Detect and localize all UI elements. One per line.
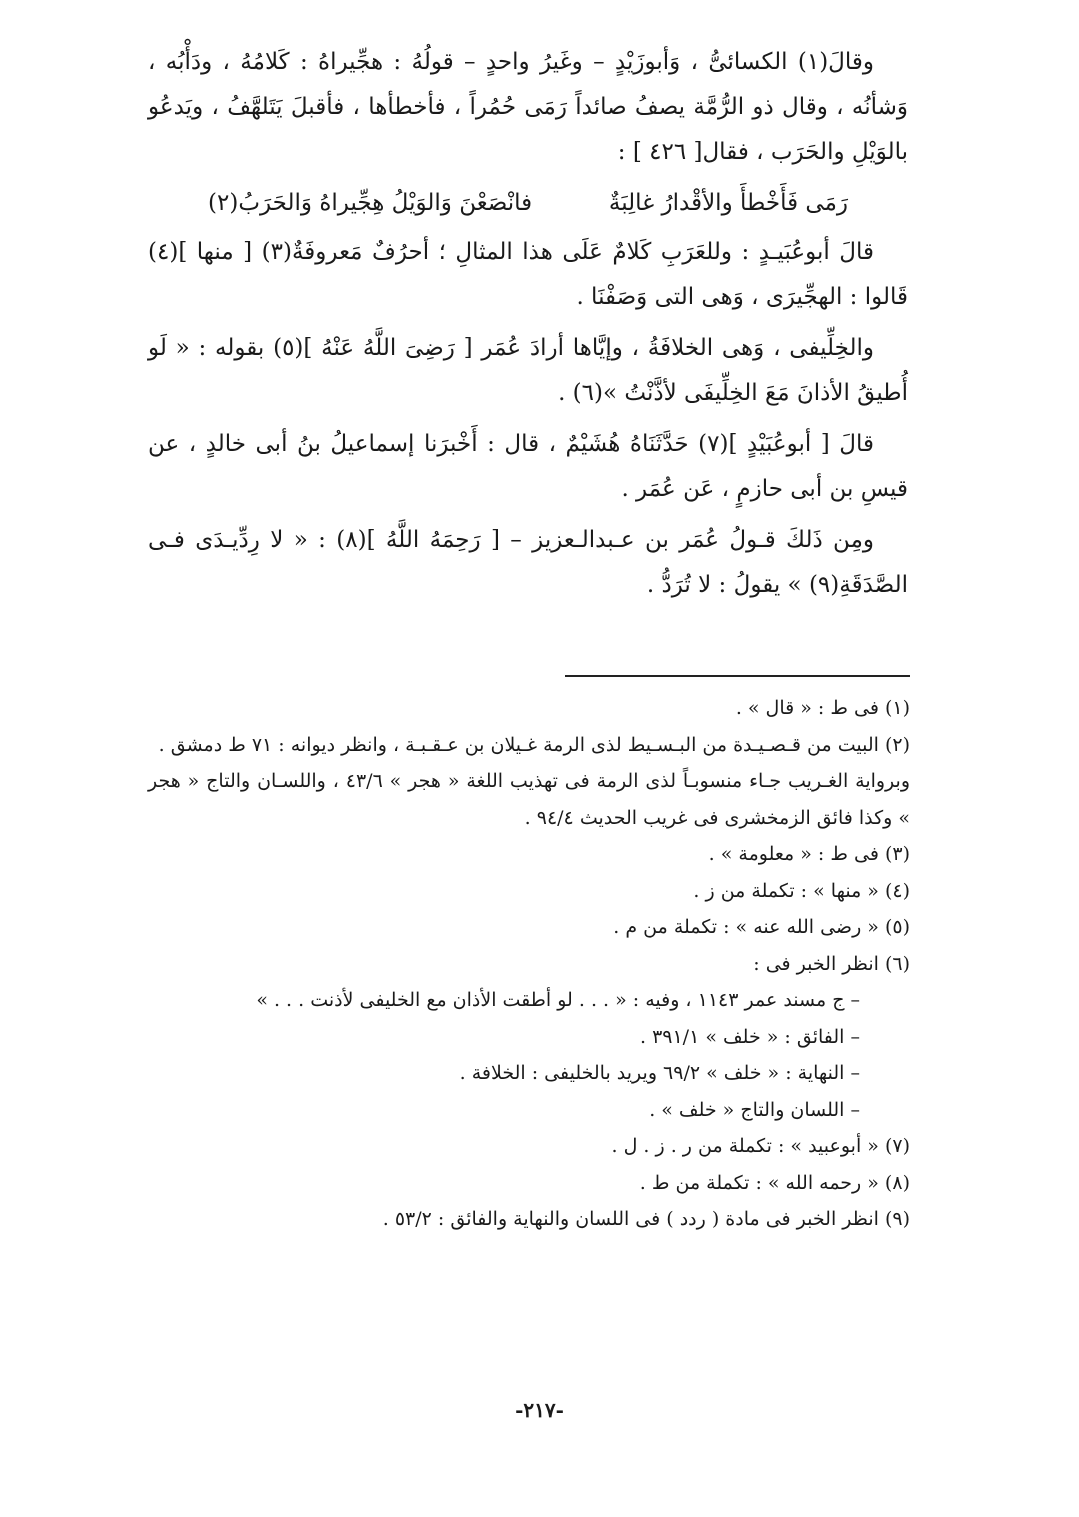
footnote-7: (٧) « أبوعبيد » : تكملة من ر . ز . ل . (611, 1135, 910, 1157)
footnote-divider (565, 675, 910, 677)
footnote-1: (١) فى ط : « قال » . (735, 697, 910, 719)
footnote-6-source-2: – الفائق : « خلف » ٣٩١/١ . (639, 1025, 860, 1048)
footnote-4: (٤) « منها » : تكملة من ز . (693, 879, 910, 902)
paragraph-1: وقالَ(١) الكسائىُّ ، وَأبوزَيْدٍ – وغَيرُ واحدٍ – قولُهُ : هجِّيراهُ : كَلامُهُ ، ودَأْبُه ، وَشأنُه ، وقال ذو الرُّمَّة يصفُ صائداً رَمَى حُمُراً ، فأخطأها ، فأقبلَ يَتَلهَّفُ ، ويَدعُو بالوَيْلِ والحَرَب ، فقال[ ٤٢٦ ] : (148, 49, 908, 165)
footnote-6-source-1: – ج مسند عمر ١١٤٣ ، وفيه : « . . . لو أطقت الأذان مع الخليفى لأذنت . . . » (256, 989, 860, 1011)
footnote-6-source-4: – اللسان والتاج « خلف » . (649, 1098, 860, 1121)
footnote-2-continued: وبرواية الغـريب جـاء منسوبـاً لذى الرمة فى تهذيب اللغة « هجر » ٤٣/٦ ، واللسـان والتاج « هجر » وكذا فائق الزمخشرى فى غريب الحديث ٩٤/٤ . (148, 770, 911, 829)
paragraph-4: قالَ [ أبوعُبَيْدٍ ](٧) حَدَّثَنَاهُ هُشَيْمٌ ، قال : أَخْبرَنا إسماعيلُ بنُ أبى خالدٍ ، عن قيسِ بن أبى حازمٍ ، عَن عُمَر . (148, 431, 908, 502)
main-text (148, 40, 908, 614)
poem-verse (148, 181, 908, 226)
footnote-3: (٣) فى ط : « معلومة » . (708, 843, 910, 865)
footnote-8: (٨) « رحمه الله » : تكملة من ط . (639, 1171, 910, 1194)
footnotes (148, 690, 910, 1238)
paragraph-3: والخِلِّيفى ، وَهى الخلافَةُ ، وإيَّاها أرادَ عُمَر [ رَضِىَ اللَّهُ عَنْهُ ](٥) بقوله : « لَو أُطيقُ الأذانَ مَعَ الخِلِّيفَى لأذَّنْتُ »(٦) . (148, 335, 908, 406)
footnote-5: (٥) « رضى الله عنه » : تكملة من م . (613, 916, 910, 938)
footnote-2: (٢) البيت من قـصـيـدة من البـسـيط لذى الرمة غـيلان بن عـقـبـة ، وانظر ديوانه : ٧١ ط دمشق . (158, 733, 910, 756)
footnote-6-source-3: – النهاية : « خلف » ٦٩/٢ ويريد بالخليفى : الخلافة . (459, 1062, 860, 1084)
verse-hemistich-second: فانْصَعْنَ وَالوَيْلُ هِجِّيراهُ وَالحَرَبُ(٢) (208, 190, 533, 216)
page-number: -٢١٧- (515, 1398, 564, 1422)
paragraph-2: قالَ أبوعُبَيـدٍ : وللعَرَبِ كَلامٌ عَلَى هذا المثالِ ؛ أحرُفٌ مَعروفَةٌ(٣) [ منها ](٤) قَالوا : الهجِّيرَى ، وَهى التى وَصَفْنَا . (148, 239, 908, 310)
paragraph-5: ومِن ذَلكَ قـولُ عُمَر بن عـبدالـعزيز – [ رَحِمَهُ اللَّهُ ](٨) : « لا رِدِّيـدَى فـى الصَّدَقَةِ(٩) » يقولُ : لا تُرَدُّ . (148, 527, 908, 598)
footnote-6: (٦) انظر الخبر فى : (753, 952, 910, 975)
verse-hemistich-first: رَمَى فَأَخْطأَ والأقْدارُ غالِبَةٌ (608, 190, 848, 216)
footnote-9: (٩) انظر الخبر فى مادة ( ردد ) فى اللسان والنهاية والفائق : ٥٣/٢ . (382, 1208, 910, 1230)
